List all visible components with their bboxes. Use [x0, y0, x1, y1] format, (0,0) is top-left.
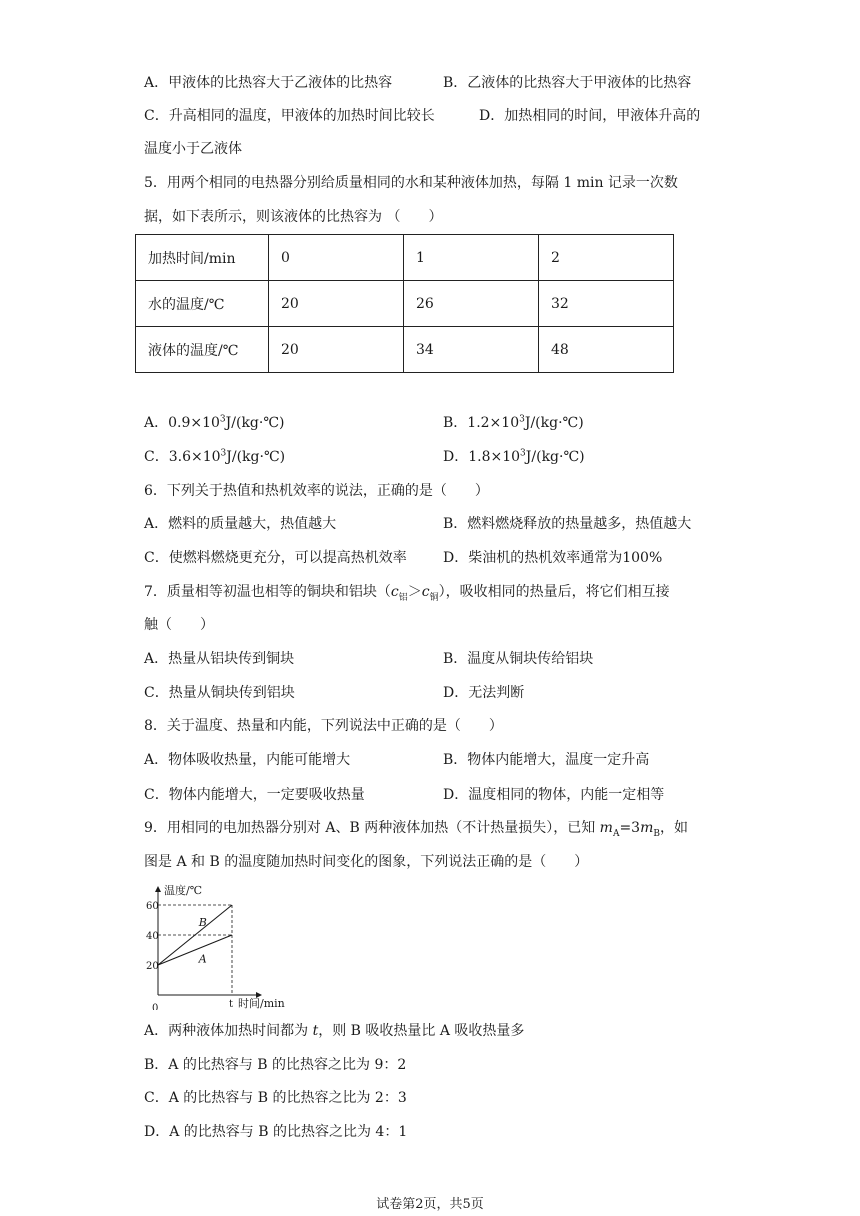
table-cell: 液体的温度/℃: [136, 327, 269, 373]
y-tick-label: 40: [146, 931, 159, 942]
table-cell: 20: [269, 281, 404, 327]
y-tick-label: 20: [146, 961, 159, 972]
q4-option-d-line1: D．加热相同的时间，甲液体升高的: [479, 108, 701, 124]
table-row: [136, 281, 674, 327]
q7-option-c: C．热量从铜块传到铝块: [144, 685, 295, 701]
q5-stem-line2: 据，如下表所示，则该液体的比热容为 （ ）: [144, 209, 443, 225]
q9-option-a: A．两种液体加热时间都为 t，则 B 吸收热量比 A 吸收热量多: [144, 1023, 525, 1039]
series-label-B: B: [198, 916, 207, 929]
q6-stem: 6．下列关于热值和热机效率的说法，正确的是（ ）: [144, 483, 489, 499]
table-cell: 48: [539, 327, 674, 373]
q9-option-d: D．A 的比热容与 B 的比热容之比为 4：1: [144, 1124, 408, 1140]
q7-stem-line1: 7．质量相等初温也相等的铜块和铝块$(c_铝>c_铜)$，吸收相同的热量后，将它们相互接: [144, 584, 670, 603]
q9-option-c: C．A 的比热容与 B 的比热容之比为 2：3: [144, 1090, 407, 1106]
q4-option-b: B．乙液体的比热容大于甲液体的比热容: [443, 75, 692, 91]
q6-option-a: A．燃料的质量越大，热值越大: [144, 516, 337, 532]
q7-option-d: D．无法判断: [443, 685, 525, 701]
q6-option-d: D．柴油机的热机效率通常为100%: [443, 550, 663, 566]
table-cell: 1: [404, 235, 539, 281]
table-row: [136, 327, 674, 373]
q5-option-a: A．$0.9\times 10^3J/(kg\cdot℃)$: [144, 414, 285, 431]
q9-option-b: B．A 的比热容与 B 的比热容之比为 9：2: [144, 1057, 407, 1073]
q8-option-a: A．物体吸收热量，内能可能增大: [144, 752, 351, 768]
y-axis-label: 温度/℃: [164, 884, 203, 897]
y-tick-label: 60: [146, 901, 159, 912]
q8-option-c: C．物体内能增大，一定要吸收热量: [144, 787, 365, 803]
q7-option-b: B．温度从铜块传给铝块: [443, 651, 594, 667]
page-footer: 试卷第2页，共5页: [376, 1197, 484, 1212]
x-tick-label-t: t: [229, 999, 234, 1010]
q4-option-c: C．升高相同的温度，甲液体的加热时间比较长: [144, 108, 435, 124]
q8-option-d: D．温度相同的物体，内能一定相等: [443, 787, 665, 803]
q6-option-c: C．使燃料燃烧更充分，可以提高热机效率: [144, 550, 407, 566]
q4-option-d-line2: 温度小于乙液体: [144, 141, 242, 157]
table-cell: 0: [269, 235, 404, 281]
temperature-time-chart: [138, 882, 298, 1010]
q5-option-c: C．$3.6\times 10^3J/(kg\cdot℃)$: [144, 448, 286, 465]
q8-option-b: B．物体内能增大，温度一定升高: [443, 752, 650, 768]
table-cell: 20: [269, 327, 404, 373]
q7-option-a: A．热量从铝块传到铜块: [144, 651, 295, 667]
y-axis-arrow: [155, 886, 161, 892]
series-label-A: A: [198, 952, 207, 966]
table-cell: 32: [539, 281, 674, 327]
q4-option-a: A．甲液体的比热容大于乙液体的比热容: [144, 75, 393, 91]
q8-stem: 8．关于温度、热量和内能，下列说法中正确的是（ ）: [144, 718, 503, 734]
q9-stem-line2: 图是 A 和 B 的温度随加热时间变化的图象，下列说法正确的是（ ）: [144, 854, 589, 870]
series-line-A: [158, 935, 232, 965]
q7-stem-line2: 触（ ）: [144, 617, 214, 633]
q9-stem-line1: 9．用相同的电加热器分别对 A、B 两种液体加热（不计热量损失），已知 $m_A=3m_B$，如: [144, 820, 688, 839]
table-cell: 水的温度/℃: [136, 281, 269, 327]
q5-stem-line1: 5．用两个相同的电热器分别给质量相同的水和某种液体加热，每隔 1 min 记录一次数: [144, 175, 678, 191]
table-cell: 加热时间/min: [136, 235, 269, 281]
q5-option-b: B．$1.2\times 10^3J/(kg\cdot℃)$: [443, 414, 584, 431]
x-axis-label: 时间/min: [238, 997, 285, 1010]
q6-option-b: B．燃料燃烧释放的热量越多，热值越大: [443, 516, 692, 532]
table-cell: 2: [539, 235, 674, 281]
table-cell: 34: [404, 327, 539, 373]
table-row: [136, 235, 674, 281]
x-tick-label-origin: 0: [152, 1003, 159, 1010]
q5-option-d: D．$1.8\times 10^3J/(kg\cdot℃)$: [443, 448, 585, 465]
table-cell: 26: [404, 281, 539, 327]
q5-data-table: [135, 234, 674, 373]
